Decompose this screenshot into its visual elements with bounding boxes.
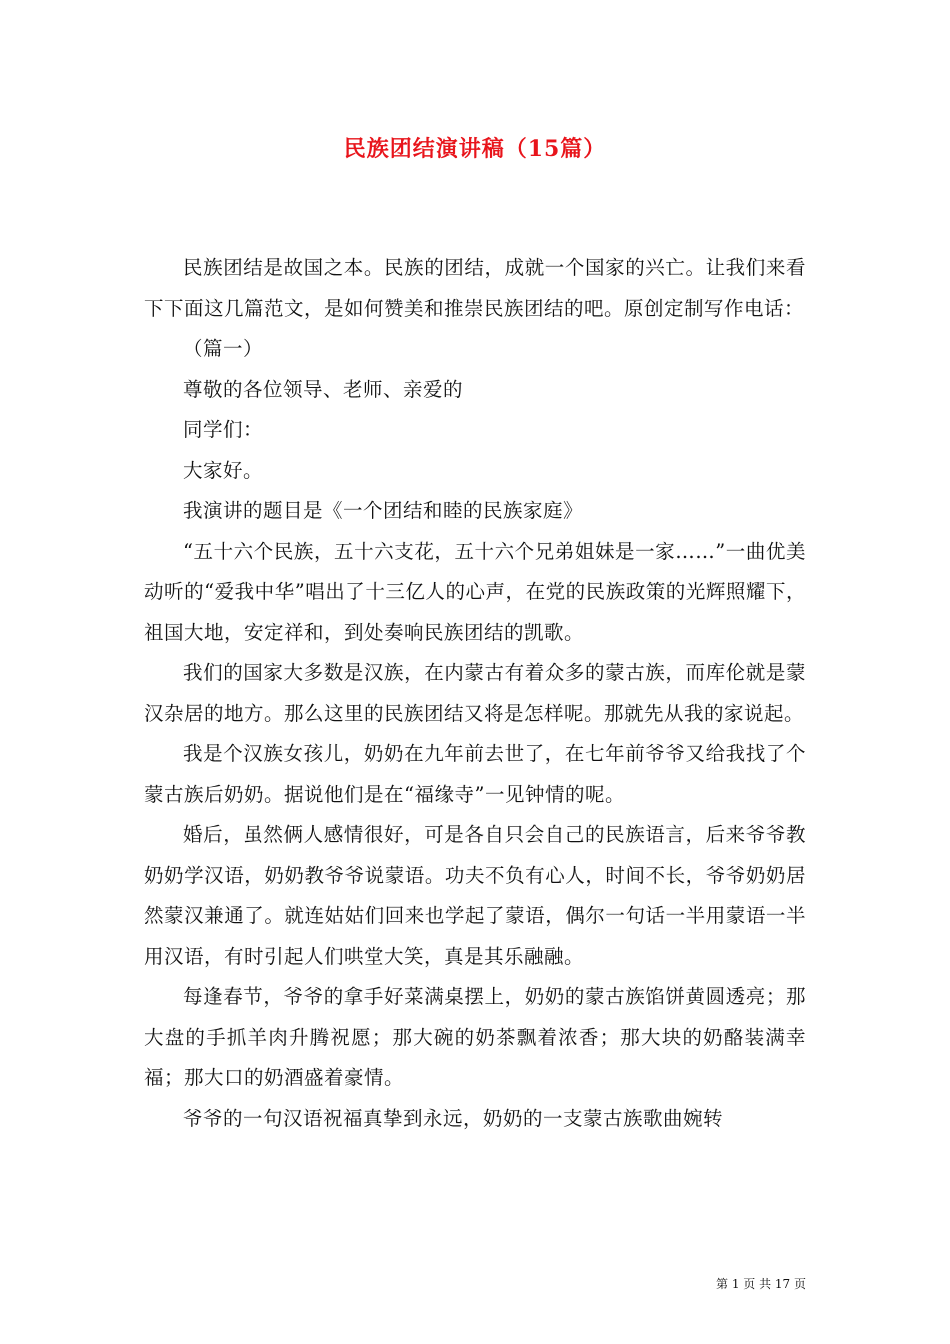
paragraph-greeting: 大家好。	[183, 458, 264, 482]
document-title: 民族团结演讲稿（15篇）	[343, 136, 607, 162]
paragraph-body-5: 每逢春节，爷爷的拿手好菜满桌摆上，奶奶的蒙古族馅饼黄圆透亮；那大盘的手抓羊肉升腾祝愿；那大碗的奶茶飘着浓香；那大块的奶酪装满幸福；那大口的奶酒盛着豪情。	[144, 985, 806, 1089]
paragraph-body-4: 婚后，虽然俩人感情很好，可是各自只会自己的民族语言，后来爷爷教奶奶学汉语，奶奶教爷爷说蒙语。功夫不负有心人，时间不长，爷爷奶奶居然蒙汉兼通了。就连姑姑们回来也学起了蒙语，偶尔一句话一半用蒙语一半用汉语，有时引起人们哄堂大笑，真是其乐融融。	[144, 823, 806, 968]
paragraph-section-label: （篇一）	[183, 337, 264, 360]
page-footer: 第 1 页 共 17 页	[716, 1277, 806, 1291]
paragraph-body-1: “五十六个民族，五十六支花，五十六个兄弟姐妹是一家……”一曲优美动听的“爱我中华”唱出了十三亿人的心声，在党的民族政策的光辉照耀下，祖国大地，安定祥和，到处奏响民族团结的凯歌。	[144, 539, 806, 644]
paragraph-salutation: 尊敬的各位领导、老师、亲爱的	[183, 377, 464, 401]
document-body	[144, 248, 806, 1139]
paragraph-intro: 民族团结是故国之本。民族的团结，成就一个国家的兴亡。让我们来看下下面这几篇范文，是如何赞美和推崇民族团结的吧。原创定制写作电话：	[144, 256, 806, 320]
paragraph-topic: 我演讲的题目是《一个团结和睦的民族家庭》	[183, 499, 584, 522]
paragraph-body-6: 爷爷的一句汉语祝福真挚到永远，奶奶的一支蒙古族歌曲婉转	[183, 1106, 724, 1130]
paragraph-salutation-2: 同学们：	[183, 418, 264, 441]
paragraph-body-2: 我们的国家大多数是汉族，在内蒙古有着众多的蒙古族，而库伦就是蒙汉杂居的地方。那么这里的民族团结又将是怎样呢。那就先从我的家说起。	[144, 661, 806, 725]
paragraph-body-3: 我是个汉族女孩儿，奶奶在九年前去世了，在七年前爷爷又给我找了个蒙古族后奶奶。据说他们是在“福缘寺”一见钟情的呢。	[144, 742, 806, 806]
